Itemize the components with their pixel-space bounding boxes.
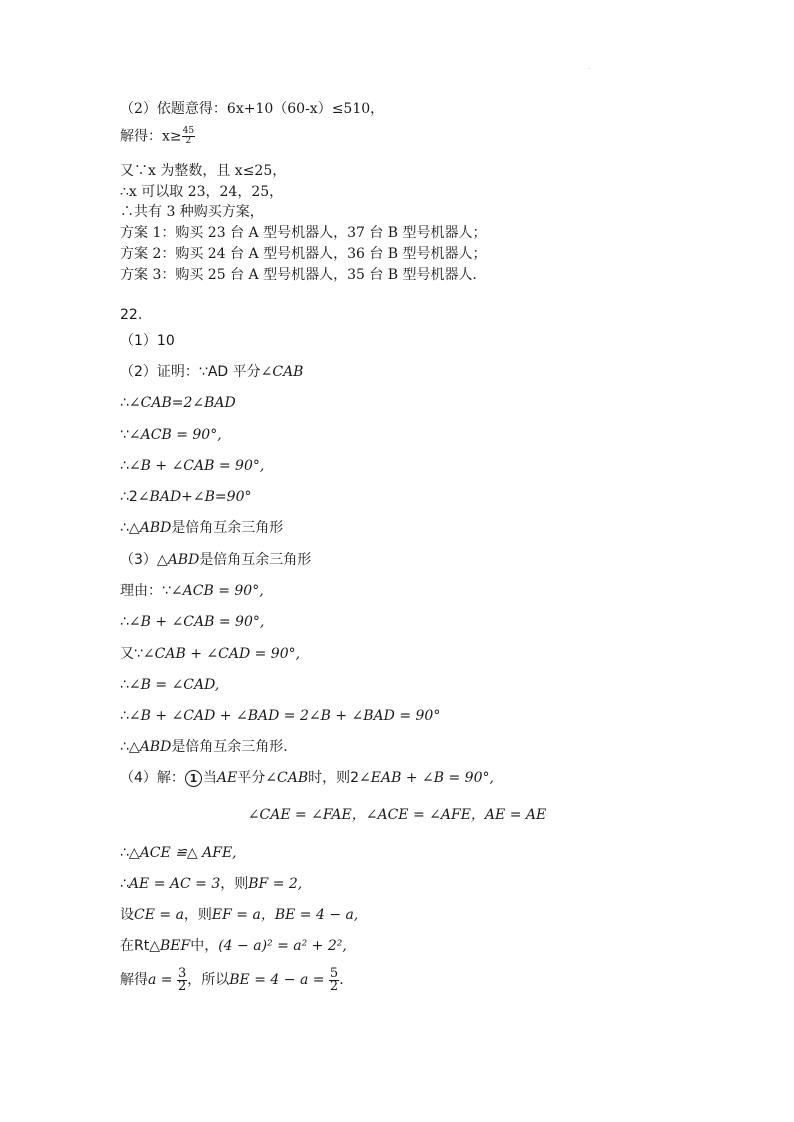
frac1-den: 2 [177, 978, 187, 994]
reason-4-math: ∠B = ∠CAD, [128, 677, 220, 693]
reason-5 [120, 707, 440, 725]
c3-math-2: EF = a，BE = 4 − a, [211, 907, 359, 923]
c4-in: 中， [190, 938, 219, 954]
reason-4 [120, 676, 219, 694]
reason-1 [120, 582, 264, 600]
reason-4-pre: ∴ [120, 677, 129, 693]
q22-s5-sym: ∴△ [120, 520, 140, 536]
c5-end: . [339, 972, 344, 988]
reason-1-pre: 理由：∵ [120, 583, 171, 599]
c3-math-1: CE = a [134, 907, 184, 923]
q22-part-4-header [120, 769, 494, 787]
q22-s4-math: ∠BAD+∠B=90° [137, 489, 252, 505]
q22-s1-sym: ∴ [120, 395, 129, 411]
q22-step-2 [120, 426, 222, 444]
plan-2: 方案 2：购买 24 台 A 型号机器人，36 台 B 型号机器人； [120, 246, 487, 262]
reason-5-pre: ∴ [120, 708, 129, 724]
q22-p3-math: ABD [167, 552, 200, 568]
reason-6-pre: ∴△ [120, 739, 140, 755]
question-22-number: 22. [120, 307, 143, 323]
p4-ae: AE [216, 770, 238, 786]
q22-s2-sym: ∵ [120, 427, 129, 443]
circled-number-1: 1 [185, 770, 202, 787]
part2-equation: （2）依题意得：6x+10（60-x）≤510， [120, 101, 385, 117]
c2-math-2: BF = 2, [248, 876, 303, 892]
p4-angle: ∠CAB [265, 770, 309, 786]
frac2-den: 2 [329, 978, 339, 994]
solve-frac-den: 2 [185, 136, 192, 146]
solve-fraction [182, 127, 195, 146]
q22-s3-math: ∠B + ∠CAB = 90°, [128, 458, 265, 474]
corner-mark: · [588, 66, 590, 73]
p4-pre: （4）解： [120, 770, 185, 786]
congruence-1 [120, 844, 237, 862]
c4-triangle: BEF [159, 938, 191, 954]
q22-s5-text: 是倍角互余三角形 [171, 520, 284, 536]
reason-6-text: 是倍角互余三角形. [171, 739, 288, 755]
c5-pre: 解得 [120, 972, 148, 988]
reason-3-math: ∠CAB + ∠CAD = 90°, [142, 646, 301, 662]
q22-step-5 [120, 519, 283, 537]
q22-s4-sym: ∴2 [120, 489, 138, 505]
q22-step-1 [120, 394, 236, 412]
total-plans: ∴共有 3 种购买方案， [120, 204, 264, 220]
p4-then: 时，则2 [308, 770, 360, 786]
c5-so: ，所以 [187, 972, 230, 988]
reason-1-math: ∠ACB = 90°, [170, 583, 264, 599]
frac2-num: 5 [329, 965, 339, 981]
q22-step-3 [120, 457, 264, 475]
q22-step-4 [120, 488, 251, 506]
q22-s3-sym: ∴ [120, 458, 129, 474]
values-line: ∴x 可以取 23，24，25， [120, 184, 284, 200]
q22-part-1: （1）10 [120, 333, 175, 349]
c1-math: ACE ≌△ AFE, [139, 845, 237, 861]
p4-when: 当 [202, 770, 217, 786]
q22-p2-text: （2）证明：∵AD 平分 [120, 364, 261, 380]
solve-frac-num: 45 [182, 126, 195, 136]
p4-eq: ∠EAB + ∠B = 90°, [359, 770, 494, 786]
c2-math-1: AE = AC = 3 [128, 876, 221, 892]
c5-be-eq: BE = 4 − a = [229, 972, 329, 988]
p4-bisect: 平分 [237, 770, 266, 786]
q22-p3-pre: （3）△ [120, 552, 168, 568]
reason-3-pre: 又∵ [120, 646, 143, 662]
reason-2 [120, 613, 264, 631]
q22-part-2-header [120, 363, 303, 381]
fraction-three-halves [177, 965, 187, 994]
c3-then: ，则 [183, 907, 212, 923]
integer-condition: 又∵x 为整数，且 x≤25， [120, 163, 287, 179]
q22-s1-math: ∠CAB=2∠BAD [128, 395, 236, 411]
reason-5-math: ∠B + ∠CAD + ∠BAD = 2∠B + ∠BAD = 90° [128, 708, 441, 724]
pythagorean-line [120, 937, 347, 955]
plan-3: 方案 3：购买 25 台 A 型号机器人，35 台 B 型号机器人． [120, 267, 487, 283]
q22-s5-math: ABD [139, 520, 172, 536]
c5-a-eq: a = [148, 972, 177, 988]
c4-pre: 在Rt△ [120, 938, 160, 954]
fraction-five-halves [329, 965, 339, 994]
reason-6-math: ABD [139, 739, 172, 755]
q22-p2-math: ∠CAB [260, 364, 304, 380]
reason-6 [120, 738, 288, 756]
q22-p3-text: 是倍角互余三角形 [199, 552, 312, 568]
c4-equation: (4 − a)² = a² + 2², [218, 938, 347, 954]
reason-3 [120, 645, 300, 663]
frac1-num: 3 [177, 965, 187, 981]
plan-1: 方案 1：购买 23 台 A 型号机器人，37 台 B 型号机器人； [120, 225, 487, 241]
c3-pre: 设 [120, 907, 134, 923]
congruence-2 [120, 875, 302, 893]
c1-pre: ∴△ [120, 845, 140, 861]
final-answer [120, 967, 344, 993]
solve-line [120, 127, 195, 146]
congruence-conditions: ∠CAE = ∠FAE，∠ACE = ∠AFE，AE = AE [247, 807, 547, 823]
solve-prefix: 解得：x≥ [120, 128, 182, 145]
reason-2-math: ∠B + ∠CAB = 90°, [128, 614, 265, 630]
q22-s2-math: ∠ACB = 90°, [128, 427, 222, 443]
c2-then: ，则 [220, 876, 249, 892]
q22-part-3-header [120, 551, 311, 569]
c2-pre: ∴ [120, 876, 129, 892]
reason-2-pre: ∴ [120, 614, 129, 630]
let-line [120, 906, 358, 924]
